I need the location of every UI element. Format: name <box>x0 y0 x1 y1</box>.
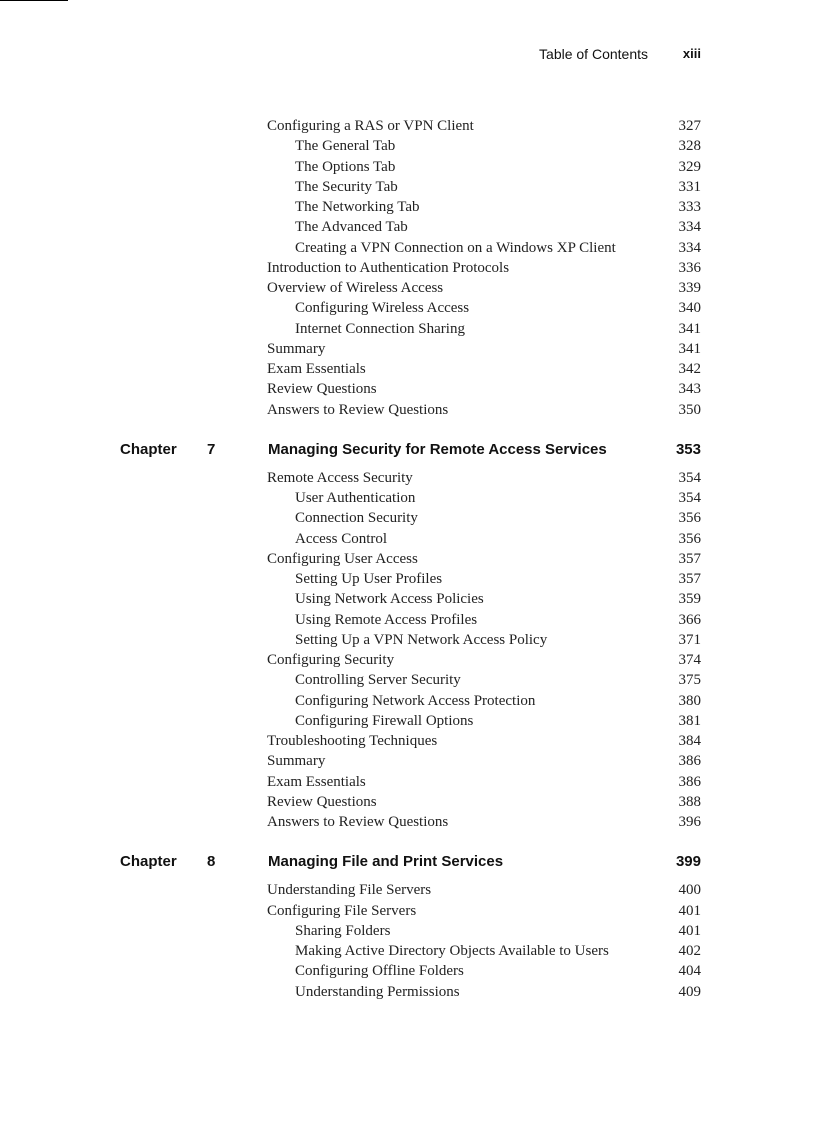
toc-entry-page: 386 <box>678 773 701 790</box>
toc-entry-page: 340 <box>678 300 701 317</box>
running-header <box>400 46 701 66</box>
chapter-page: 353 <box>675 440 701 458</box>
toc-entry[interactable] <box>0 217 816 237</box>
toc-entry[interactable] <box>0 157 816 177</box>
toc-entry-title: Summary <box>267 753 326 770</box>
toc-entry-title: The Networking Tab <box>295 199 420 215</box>
toc-entry[interactable] <box>0 792 816 812</box>
toc-entry-title: Configuring Security <box>267 652 395 668</box>
toc-entry-title: The Security Tab <box>295 178 398 195</box>
toc-entry-title: Exam Essentials <box>267 361 366 377</box>
toc-entry-title: Configuring File Servers <box>267 902 417 919</box>
toc-entry-page: 400 <box>678 882 701 899</box>
toc-entry-page: 371 <box>678 631 701 648</box>
toc-entry-title: Access Control <box>295 530 388 547</box>
toc-entry[interactable] <box>0 400 816 420</box>
toc-entry-title: Configuring a RAS or VPN Client <box>267 118 474 134</box>
toc-entry[interactable] <box>0 610 816 630</box>
toc-entry-page: 331 <box>678 178 701 195</box>
chapter-label: Chapter <box>120 440 177 458</box>
toc-entry[interactable] <box>0 278 816 298</box>
toc-list <box>0 116 816 1002</box>
toc-entry[interactable] <box>0 298 816 318</box>
toc-entry[interactable] <box>0 982 816 1002</box>
toc-entry-page: 366 <box>678 611 701 628</box>
toc-entry[interactable] <box>0 751 816 771</box>
toc-entry-title: Creating a VPN Connection on a Windows XP Client <box>295 239 616 256</box>
toc-entry-page: 350 <box>678 401 701 418</box>
toc-entry-title: Troubleshooting Techniques <box>267 733 438 749</box>
toc-entry-page: 388 <box>678 793 701 810</box>
toc-entry-title: Using Remote Access Profiles <box>295 611 478 628</box>
toc-entry-title: Exam Essentials <box>267 773 366 790</box>
toc-entry[interactable] <box>0 812 816 832</box>
chapter-page: 399 <box>675 853 701 871</box>
toc-entry-title: Making Active Directory Objects Available to Users <box>295 943 609 959</box>
toc-entry[interactable] <box>0 711 816 731</box>
toc-entry-page: 374 <box>678 652 701 668</box>
header-page-number: xiii <box>682 46 701 61</box>
toc-entry-page: 343 <box>678 381 701 398</box>
toc-entry[interactable] <box>0 238 816 258</box>
toc-entry-title: Configuring Network Access Protection <box>295 692 536 709</box>
toc-entry-title: User Authentication <box>295 490 416 506</box>
toc-entry[interactable] <box>0 379 816 399</box>
chapter-7-entries <box>0 468 816 833</box>
toc-entry-title: Connection Security <box>295 510 418 527</box>
toc-entry[interactable] <box>0 319 816 339</box>
toc-entry[interactable] <box>0 177 816 197</box>
toc-entry[interactable] <box>0 921 816 941</box>
toc-entry-title: The General Tab <box>295 138 396 155</box>
toc-entry-title: Introduction to Authentication Protocols <box>267 259 510 276</box>
toc-entry[interactable] <box>0 508 816 528</box>
toc-entry-title: Configuring Offline Folders <box>295 963 464 980</box>
toc-entry[interactable] <box>0 529 816 549</box>
chapter-number: 8 <box>207 853 216 871</box>
toc-entry[interactable] <box>0 941 816 961</box>
toc-entry-page: 336 <box>678 259 701 276</box>
toc-entry-title: Controlling Server Security <box>295 672 461 689</box>
toc-entry-page: 402 <box>678 943 701 959</box>
toc-entry[interactable] <box>0 488 816 508</box>
toc-entry-title: Overview of Wireless Access <box>267 280 444 296</box>
toc-entry-title: Understanding File Servers <box>267 882 432 899</box>
toc-entry-page: 354 <box>678 469 701 486</box>
toc-entry-title: Sharing Folders <box>295 922 391 939</box>
toc-entry-page: 381 <box>678 712 701 729</box>
toc-entry[interactable] <box>0 961 816 981</box>
toc-entry-page: 356 <box>678 510 701 527</box>
toc-entry-page: 334 <box>678 239 701 256</box>
toc-entry-title: Using Network Access Policies <box>295 591 484 608</box>
toc-entry-page: 386 <box>678 753 701 770</box>
toc-entry-title: Remote Access Security <box>267 469 413 486</box>
toc-entry-page: 401 <box>678 922 701 939</box>
toc-entry-title: Configuring Wireless Access <box>295 300 470 317</box>
toc-entry-page: 328 <box>678 138 701 155</box>
toc-entry-page: 409 <box>678 983 701 1000</box>
toc-entry-title: Setting Up a VPN Network Access Policy <box>295 631 548 648</box>
toc-entry-title: Setting Up User Profiles <box>295 571 443 587</box>
toc-entry-page: 341 <box>678 340 701 357</box>
toc-entry[interactable] <box>0 772 816 792</box>
toc-entry-title: Understanding Permissions <box>295 983 460 1000</box>
toc-section-continued <box>0 116 816 420</box>
toc-entry-page: 333 <box>678 199 701 215</box>
toc-entry-page: 401 <box>678 902 701 919</box>
toc-entry[interactable] <box>0 630 816 650</box>
toc-entry[interactable] <box>0 116 816 136</box>
corner-rule <box>0 0 68 1</box>
toc-entry-page: 404 <box>678 963 701 980</box>
toc-entry[interactable] <box>0 197 816 217</box>
toc-entry[interactable] <box>0 569 816 589</box>
chapter-label: Chapter <box>120 853 177 871</box>
chapter-title: Managing File and Print Services <box>268 853 504 871</box>
toc-entry-page: 357 <box>678 550 701 567</box>
chapter-number: 7 <box>207 440 216 458</box>
toc-entry-page: 375 <box>678 672 701 689</box>
toc-entry-page: 327 <box>678 118 701 134</box>
chapter-8-entries <box>0 880 816 1002</box>
toc-entry[interactable] <box>0 901 816 921</box>
toc-entry-title: Summary <box>267 340 326 357</box>
toc-entry-page: 341 <box>678 320 701 337</box>
toc-entry[interactable] <box>0 339 816 359</box>
toc-entry-page: 339 <box>678 280 701 296</box>
toc-entry[interactable] <box>0 650 816 670</box>
toc-entry[interactable] <box>0 136 816 156</box>
chapter-title: Managing Security for Remote Access Services <box>268 440 607 458</box>
chapter-heading-8[interactable] <box>0 848 816 876</box>
toc-entry-page: 380 <box>678 692 701 709</box>
toc-entry-page: 359 <box>678 591 701 608</box>
toc-entry-title: Answers to Review Questions <box>267 401 449 418</box>
toc-entry-page: 396 <box>678 814 701 830</box>
toc-entry-title: Review Questions <box>267 381 377 398</box>
toc-entry-page: 356 <box>678 530 701 547</box>
toc-entry-page: 357 <box>678 571 701 587</box>
toc-entry-title: The Options Tab <box>295 158 396 175</box>
toc-entry-title: Internet Connection Sharing <box>295 320 465 337</box>
toc-entry[interactable] <box>0 670 816 690</box>
toc-entry-page: 384 <box>678 733 701 749</box>
header-title: Table of Contents <box>539 46 648 62</box>
toc-entry-title: Answers to Review Questions <box>267 814 449 830</box>
toc-entry[interactable] <box>0 258 816 278</box>
toc-entry[interactable] <box>0 731 816 751</box>
toc-entry[interactable] <box>0 359 816 379</box>
toc-entry-page: 354 <box>678 490 701 506</box>
toc-entry-title: Review Questions <box>267 793 377 810</box>
toc-entry[interactable] <box>0 880 816 900</box>
toc-entry-title: Configuring User Access <box>267 550 418 567</box>
toc-entry-page: 342 <box>678 361 701 377</box>
toc-entry-title: Configuring Firewall Options <box>295 712 474 729</box>
toc-entry-page: 334 <box>678 219 701 236</box>
toc-entry-page: 329 <box>678 158 701 175</box>
toc-entry[interactable] <box>0 468 816 488</box>
toc-entry[interactable] <box>0 691 816 711</box>
chapter-heading-7[interactable] <box>0 436 816 464</box>
toc-entry[interactable] <box>0 549 816 569</box>
toc-entry-title: The Advanced Tab <box>295 219 408 236</box>
toc-entry[interactable] <box>0 589 816 609</box>
